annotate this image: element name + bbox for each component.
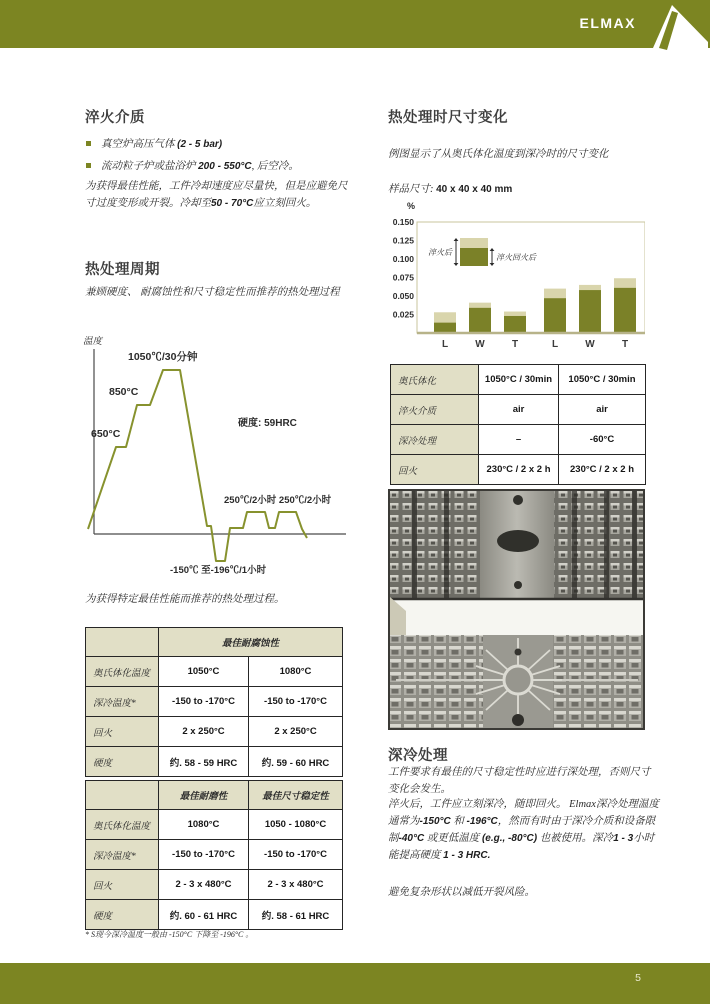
sample-size-line [388, 179, 512, 198]
header-cell: 最佳耐磨性 [159, 781, 249, 810]
sample-size-label: 样品尺寸: [388, 184, 437, 195]
ht-cycle-subtitle: 兼顾硬度、 耐腐蚀性和尺寸稳定性而推荐的热处理过程 [85, 287, 340, 298]
bullet-value: 200 - 550°C [198, 161, 252, 172]
value-cell: 1080°C [159, 810, 249, 840]
page-number: 5 [635, 972, 641, 984]
row-label-cell: 淬火介质 [391, 395, 479, 425]
svg-text:0.075: 0.075 [392, 272, 414, 283]
svg-text:850°C: 850°C [109, 386, 139, 398]
temperature-curve [88, 370, 307, 561]
svg-text:T: T [511, 339, 519, 350]
value-cell: 1080°C [249, 657, 343, 687]
svg-text:650°C: 650°C [91, 428, 121, 440]
bar-tempered [469, 308, 491, 333]
dimensional-intro: 例图显示了从奥氏体化温度到深冷时的尺寸变化 [388, 149, 609, 160]
value-cell: 2 - 3 x 480°C [159, 870, 249, 900]
table-row [391, 455, 646, 485]
y-axis-unit: % [407, 201, 416, 211]
svg-text:-150℃ 至-196℃/1小时: -150℃ 至-196℃/1小时 [170, 565, 267, 576]
table-footnote: * S现今深冷温度一般由 -150°C 下降至 -196°C 。 [85, 930, 254, 939]
svg-text:L: L [551, 339, 559, 350]
svg-text:0.025: 0.025 [392, 309, 414, 320]
table-row [86, 900, 343, 930]
value-cell: 约. 58 - 61 HRC [249, 900, 343, 930]
svg-text:淬火后: 淬火后 [428, 248, 452, 257]
value-cell: -150 to -170°C [249, 687, 343, 717]
condition-table [390, 364, 646, 485]
table-row [86, 840, 343, 870]
row-label-cell: 硬度 [86, 900, 159, 930]
section-title-dimensional-change: 热处理时尺寸变化 [388, 110, 508, 126]
value-cell: -150 to -170°C [159, 687, 249, 717]
table-header-row [86, 628, 343, 657]
x-category-labels [442, 339, 628, 350]
svg-text:1050℃/30分钟: 1050℃/30分钟 [128, 351, 198, 363]
table-header-row [86, 781, 343, 810]
value-cell: 1050°C / 30min [559, 365, 646, 395]
curve-annotations [83, 335, 332, 576]
table-row [86, 810, 343, 840]
value-cell: 1050°C / 30min [479, 365, 559, 395]
bullet-value: (2 - 5 bar) [177, 139, 223, 150]
value-cell: – [479, 425, 559, 455]
row-label-cell: 深冷温度* [86, 840, 159, 870]
table-row [391, 395, 646, 425]
empty-cell [86, 781, 159, 810]
section-title-cryogenic: 深冷处理 [388, 748, 448, 764]
cryo-paragraph-1: 工件要求有最佳的尺寸稳定性时应进行深处理，否则尺寸变化会发生。 [388, 767, 651, 795]
row-label-cell: 奥氏体化温度 [86, 810, 159, 840]
row-label-cell: 回火 [391, 455, 479, 485]
empty-cell [86, 628, 159, 657]
table-row [86, 687, 343, 717]
bullet-square-icon [86, 141, 91, 146]
bar-tempered [434, 323, 456, 333]
value-cell: -150 to -170°C [249, 840, 343, 870]
row-label-cell: 深冷温度* [86, 687, 159, 717]
header-bar [0, 0, 710, 48]
bar-tempered [579, 290, 601, 333]
value-cell: 230°C / 2 x 2 h [559, 455, 646, 485]
wear-stability-table [85, 780, 343, 930]
section-title-quench-media: 淬火介质 [85, 110, 145, 126]
svg-text:淬火回火后: 淬火回火后 [496, 253, 536, 262]
table-row [391, 425, 646, 455]
row-label-cell: 回火 [86, 870, 159, 900]
dimensional-change-bar-chart [387, 198, 645, 356]
value-cell: air [479, 395, 559, 425]
row-label-cell: 奥氏体化 [391, 365, 479, 395]
temperature-profile-chart [80, 333, 352, 585]
value-cell: 2 x 250°C [159, 717, 249, 747]
table-row [391, 365, 646, 395]
value-cell: 1050°C [159, 657, 249, 687]
value-cell: -150 to -170°C [159, 840, 249, 870]
table-row [86, 870, 343, 900]
bullet-text: 流动粒子炉或盐浴炉 [101, 161, 199, 172]
list-item [85, 136, 353, 153]
row-label-cell: 回火 [86, 717, 159, 747]
value-cell: 2 x 250°C [249, 717, 343, 747]
row-label-cell: 奥氏体化温度 [86, 657, 159, 687]
bullet-text-post: , 后空冷。 [251, 161, 299, 172]
svg-text:T: T [621, 339, 629, 350]
svg-text:0.050: 0.050 [392, 291, 414, 301]
bar-tempered [504, 316, 526, 333]
svg-text:W: W [585, 339, 595, 350]
bullet-text: 真空炉高压气体 [101, 139, 178, 150]
value-cell: 约. 59 - 60 HRC [249, 747, 343, 777]
svg-text:硬度: 59HRC: 硬度: 59HRC [238, 418, 297, 429]
svg-text:0.150: 0.150 [392, 217, 414, 227]
value-cell: air [559, 395, 646, 425]
row-label-cell: 深冷处理 [391, 425, 479, 455]
bar-tempered [544, 298, 566, 333]
mountain-logo-icon [650, 0, 708, 58]
value-cell: 1050 - 1080°C [249, 810, 343, 840]
quench-paragraph: 为获得最佳性能，工件冷却速度应尽量快，但是应避免尺寸过度变形或开裂。冷却至50 - 70°C应立刻回火。 [85, 181, 348, 209]
cryo-paragraph-2: 淬火后，工件应立刻深冷，随即回火。 Elmax深冷处理温度通常为-150°C 和 -196°C，然而有时由于深冷介质和设备限制-40°C 或更低温度 (e.g., -80°C) 也被使用。深冷1 - 3小时能提高硬度 1 - 3 HRC. [388, 799, 659, 862]
span-header-cell: 最佳耐腐蚀性 [159, 628, 343, 657]
corrosion-table [85, 627, 343, 777]
value-cell: -60°C [559, 425, 646, 455]
svg-text:温度: 温度 [83, 337, 103, 347]
svg-text:0.125: 0.125 [392, 235, 414, 246]
footer-bar [0, 963, 710, 1004]
bar-tempered [614, 288, 636, 333]
section-title-ht-cycle: 热处理周期 [85, 262, 160, 278]
value-cell: 2 - 3 x 480°C [249, 870, 343, 900]
brand-name: ELMAX [579, 15, 636, 31]
svg-text:W: W [475, 339, 485, 350]
sample-size-value: 40 x 40 x 40 mm [436, 184, 513, 195]
table-row [86, 657, 343, 687]
cryo-paragraph-3: 避免复杂形状以减低开裂风险。 [388, 887, 535, 898]
svg-text:250℃/2小时 250℃/2小时: 250℃/2小时 250℃/2小时 [224, 495, 332, 506]
value-cell: 约. 60 - 61 HRC [159, 900, 249, 930]
specific-note: 为获得特定最佳性能而推荐的热处理过程。 [85, 594, 285, 605]
y-tick-labels [393, 217, 415, 320]
mold-photo [388, 489, 645, 730]
header-cell: 最佳尺寸稳定性 [249, 781, 343, 810]
value-cell: 约. 58 - 59 HRC [159, 747, 249, 777]
svg-text:0.100: 0.100 [392, 254, 414, 264]
value-cell: 230°C / 2 x 2 h [479, 455, 559, 485]
table-row [86, 717, 343, 747]
svg-text:L: L [441, 339, 449, 350]
bullet-square-icon [86, 163, 91, 168]
row-label-cell: 硬度 [86, 747, 159, 777]
table-row [86, 747, 343, 777]
list-item [85, 158, 353, 175]
